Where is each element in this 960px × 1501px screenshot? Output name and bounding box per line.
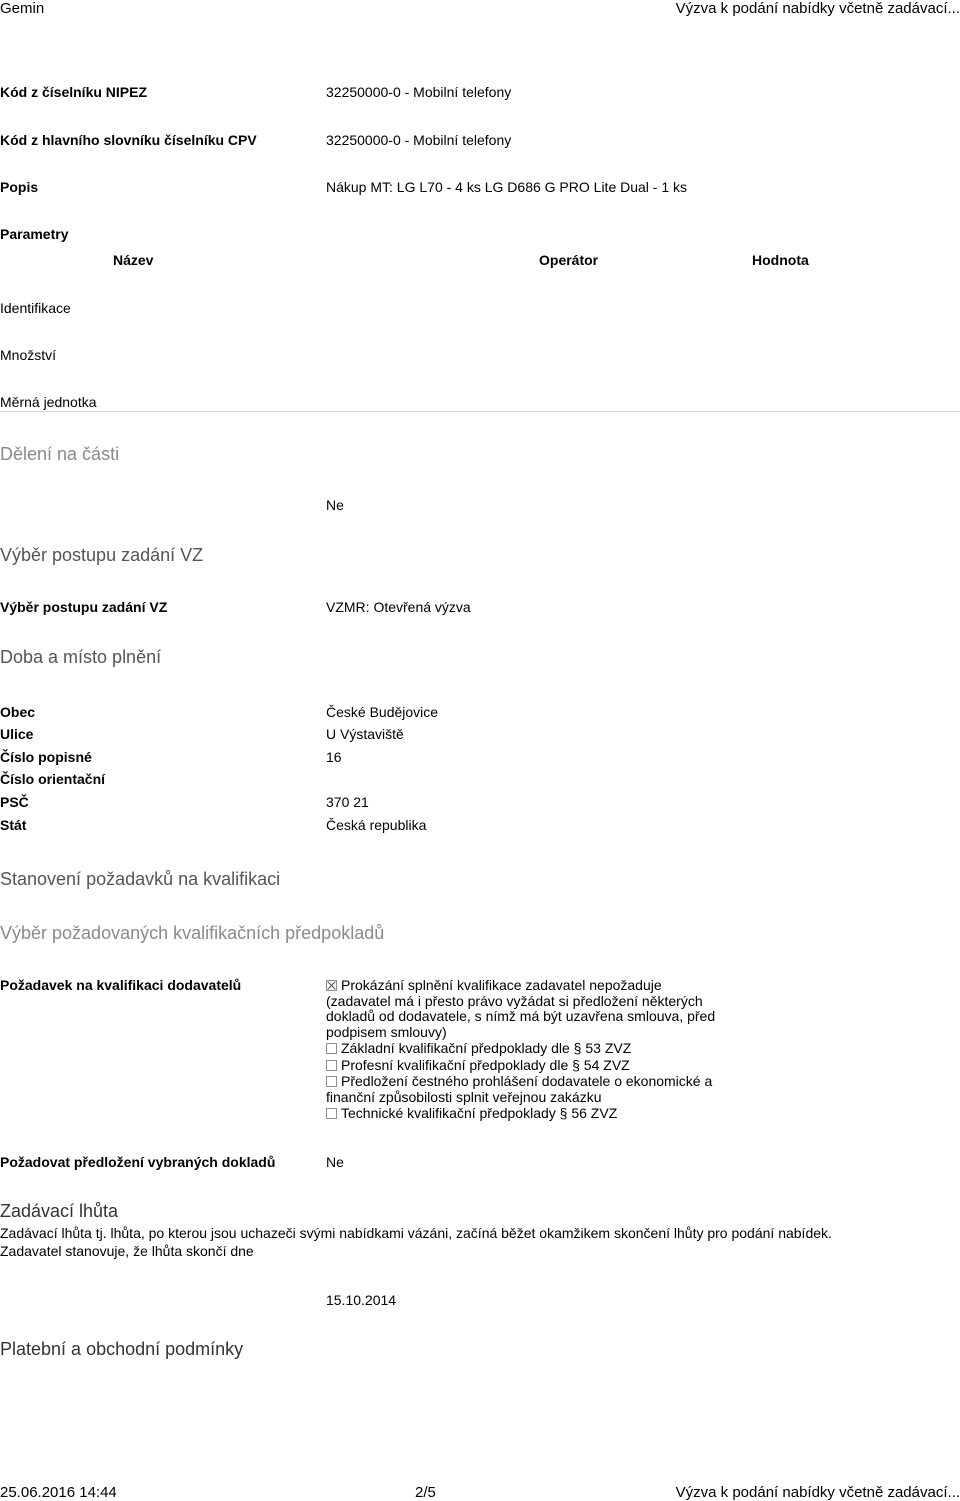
qualification-option[interactable]: Technické kvalifikační předpoklady § 56 ZVZ: [326, 1106, 756, 1122]
place-title: Doba a místo plnění: [0, 647, 162, 667]
mnozstvi-label: Množství: [0, 347, 57, 363]
parameters-label: Parametry: [0, 226, 69, 242]
procedure-label: Výběr postupu zadání VZ: [0, 599, 168, 615]
identifikace-label: Identifikace: [0, 300, 71, 316]
merna-jednotka-label: Měrná jednotka: [0, 394, 97, 410]
deadline-title: Zadávací lhůta: [0, 1201, 119, 1221]
procedure-value: VZMR: Otevřená výzva: [326, 599, 471, 615]
print-header-left: Gemin: [0, 0, 45, 17]
place-row-value: Česká republika: [326, 817, 427, 833]
place-row-value: 370 21: [326, 794, 369, 810]
qualification-requirement-label: Požadavek na kvalifikaci dodavatelů: [0, 977, 242, 993]
place-row-label: Obec: [0, 704, 36, 720]
nipez-label: Kód z číselníku NIPEZ: [0, 84, 148, 100]
place-row-value: 16: [326, 749, 342, 765]
qualification-option[interactable]: Profesní kvalifikační předpoklady dle § 54 ZVZ: [326, 1058, 756, 1074]
documents-value: Ne: [326, 1154, 344, 1170]
place-row-label: PSČ: [0, 794, 29, 810]
print-footer-datetime: 25.06.2016 14:44: [0, 1484, 117, 1501]
cpv-value: 32250000-0 - Mobilní telefony: [326, 132, 512, 148]
division-value: Ne: [326, 497, 344, 513]
param-col-operator: Operátor: [539, 252, 599, 268]
print-header-right: Výzva k podání nabídky včetně zadávací...: [675, 0, 960, 17]
cpv-label: Kód z hlavního slovníku číselníku CPV: [0, 132, 257, 148]
checkbox-unchecked-icon[interactable]: [326, 1043, 337, 1054]
place-row-label: Číslo popisné: [0, 749, 92, 765]
qualification-options: [326, 978, 756, 1122]
division-title: Dělení na části: [0, 444, 120, 464]
qualification-title: Stanovení požadavků na kvalifikaci: [0, 869, 281, 889]
popis-label: Popis: [0, 179, 39, 195]
procedure-title: Výběr postupu zadání VZ: [0, 545, 204, 565]
print-footer-page: 2/5: [415, 1484, 436, 1501]
place-row-label: Číslo orientační: [0, 771, 106, 787]
checkbox-checked-icon[interactable]: [326, 980, 337, 991]
place-row-label: Stát: [0, 817, 27, 833]
popis-value: Nákup MT: LG L70 - 4 ks LG D686 G PRO Lite Dual - 1 ks: [326, 179, 688, 195]
checkbox-unchecked-icon[interactable]: [326, 1060, 337, 1071]
checkbox-unchecked-icon[interactable]: [326, 1108, 337, 1119]
payment-title: Platební a obchodní podmínky: [0, 1339, 244, 1359]
nipez-value: 32250000-0 - Mobilní telefony: [326, 84, 512, 100]
param-col-value: Hodnota: [752, 252, 809, 268]
print-footer-right: Výzva k podání nabídky včetně zadávací...: [675, 1484, 960, 1501]
qualification-subtitle: Výběr požadovaných kvalifikačních předpokladů: [0, 923, 385, 943]
deadline-text: Zadavatel stanovuje, že lhůta skončí dne: [0, 1243, 254, 1259]
place-row-value: České Budějovice: [326, 704, 439, 720]
deadline-date: 15.10.2014: [326, 1292, 397, 1308]
qualification-option[interactable]: Základní kvalifikační předpoklady dle § 53 ZVZ: [326, 1041, 756, 1057]
documents-label: Požadovat předložení vybraných dokladů: [0, 1154, 276, 1170]
section-divider: [0, 411, 960, 412]
checkbox-unchecked-icon[interactable]: [326, 1076, 337, 1087]
param-col-name: Název: [113, 252, 154, 268]
place-row-label: Ulice: [0, 726, 34, 742]
qualification-option[interactable]: Prokázání splnění kvalifikace zadavatel nepožaduje (zadavatel má i přesto právo vyžádat si předložení některých dokladů od dodavatele, s nímž má být uzavřena smlouva, před podpisem smlouvy): [326, 977, 716, 1040]
deadline-text: Zadávací lhůta tj. lhůta, po kterou jsou uchazeči svými nabídkami vázáni, začíná běžet okamžikem skončení lhůty pro podání nabídek.: [0, 1225, 832, 1241]
qualification-option[interactable]: Předložení čestného prohlášení dodavatele o ekonomické a finanční způsobilosti splnit veřejnou zakázku: [326, 1073, 713, 1105]
place-row-value: U Výstaviště: [326, 726, 404, 742]
